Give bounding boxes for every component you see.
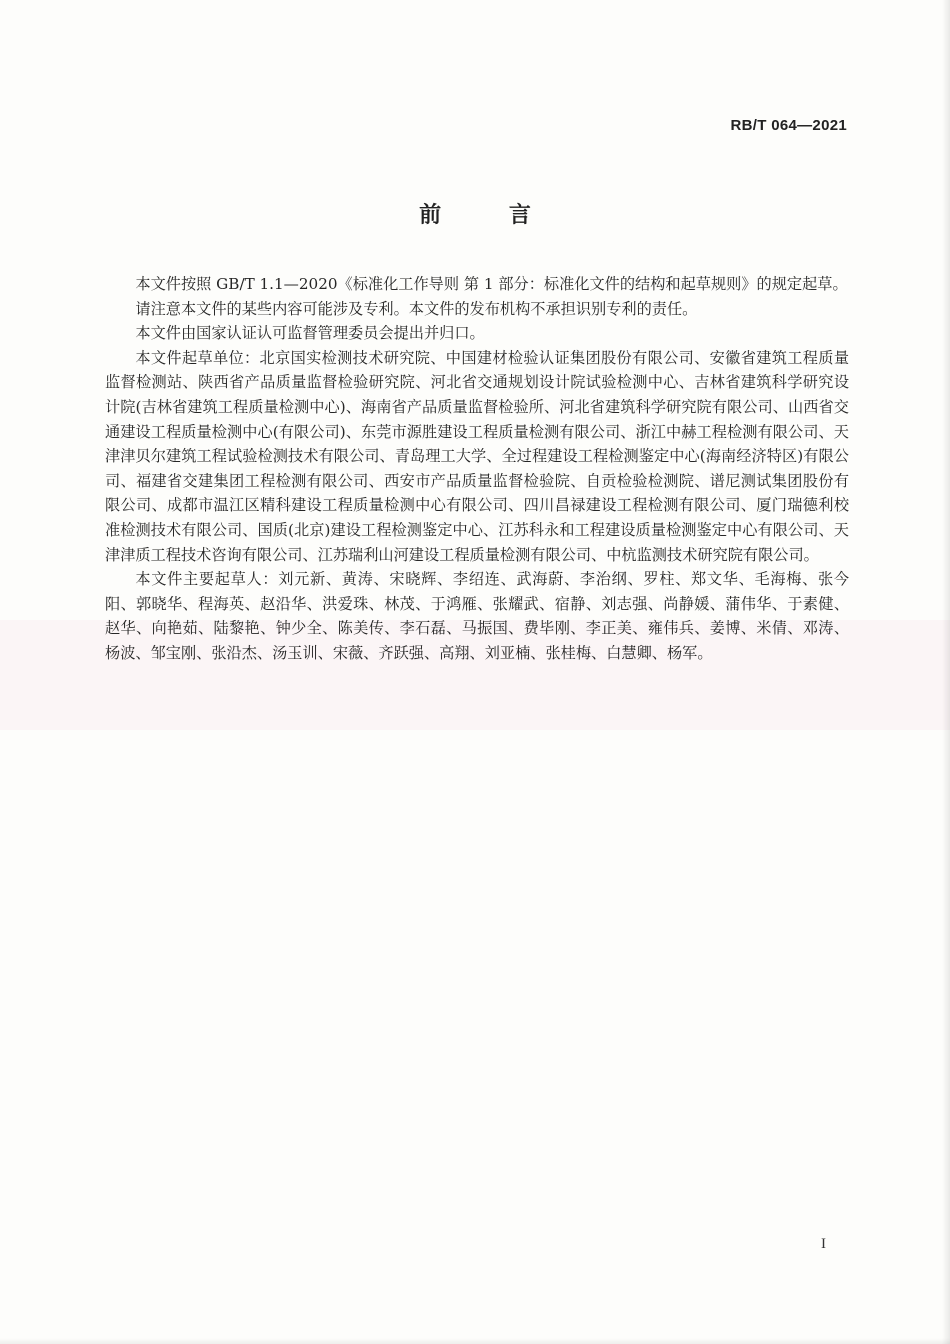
page-bottom-shadow — [0, 1338, 950, 1344]
paragraph-patent-notice: 请注意本文件的某些内容可能涉及专利。本文件的发布机构不承担识别专利的责任。 — [135, 299, 698, 318]
page-number: I — [821, 1236, 826, 1252]
paragraph-drafting-rules: 本文件按照 GB/T 1.1—2020《标准化工作导则 第 1 部分：标准化文件的结构和起草规则》的规定起草。 — [135, 275, 848, 293]
paragraph-drafting-units: 本文件起草单位：北京国实检测技术研究院、中国建材检验认证集团股份有限公司、安徽省建筑工程质量监督检测站、陕西省产品质量监督检验研究院、河北省交通规划设计院试验检测中心、吉林省建筑科学研究设计院(吉林省建筑工程质量检测中心)、海南省产品质量监督检验所、河北省建筑科学研究院有限公司、山西省交通建设工程质量检测中心(有限公司)、东莞市源胜建设工程质量检测有限公司、浙江中赫工程检测有限公司、天津津贝尔建筑工程试验检测技术有限公司、青岛理工大学、全过程建设工程检测鉴定中心(海南经济特区)有限公司、福建省交建集团工程检测有限公司、西安市产品质量监督检验院、自贡检验检测院、谱尼测试集团股份有限公司、成都市温江区精科建设工程质量检测中心有限公司、四川昌禄建设工程检测有限公司、厦门瑞德利校准检测技术有限公司、国质(北京)建设工程检测鉴定中心、江苏科永和工程建设质量检测鉴定中心有限公司、天津津质工程技术咨询有限公司、江苏瑞利山河建设工程质量检测有限公司、中杭监测技术研究院有限公司。 — [105, 348, 849, 564]
paragraph-main-drafters: 本文件主要起草人：刘元新、黄涛、宋晓辉、李绍连、武海蔚、李治纲、罗柱、郑文华、毛海梅、张今阳、郭晓华、程海英、赵沿华、洪爱珠、林茂、于鸿雁、张耀武、宿静、刘志强、尚静媛、蒲伟华、于素健、赵华、向艳茹、陆黎艳、钟少全、陈美传、李石磊、马振国、费毕刚、李正美、雍伟兵、姜博、米倩、邓涛、杨波、邹宝刚、张沿杰、汤玉训、宋薇、齐跃强、高翔、刘亚楠、张桂梅、白慧卿、杨军。 — [105, 570, 849, 662]
paragraph-proposer: 本文件由国家认证认可监督管理委员会提出并归口。 — [135, 324, 485, 343]
page-edge-shadow — [942, 0, 950, 1344]
standard-code: RB/T 064—2021 — [730, 117, 847, 134]
page-title: 前 言 — [419, 203, 561, 228]
preface-body — [105, 272, 849, 666]
